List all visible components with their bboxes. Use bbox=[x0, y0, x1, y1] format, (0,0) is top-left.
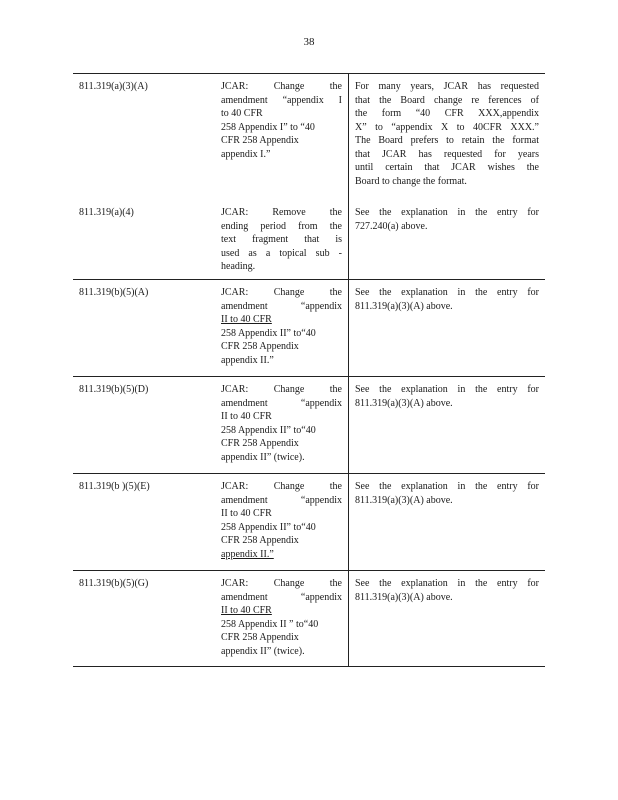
section-cell: 811.319(b)(5)(D) bbox=[79, 384, 149, 395]
text-line: appendix II.” bbox=[221, 548, 274, 560]
text-line: amendment “appendix bbox=[221, 300, 342, 312]
text-line: appendix I.” bbox=[221, 148, 271, 160]
explanation-cell bbox=[348, 74, 545, 200]
action-cell bbox=[215, 474, 348, 570]
action-cell bbox=[215, 74, 348, 200]
text-line: appendix II.” bbox=[221, 354, 274, 366]
text-line: text fragment that is bbox=[221, 234, 342, 245]
text-line: amendment “appendix bbox=[221, 591, 342, 603]
text-line: X” to “appendix X to 40CFR XXX.” bbox=[355, 121, 539, 133]
text-line: 727.240(a) above. bbox=[355, 220, 428, 232]
text-line: 811.319(a)(3)(A) above. bbox=[355, 494, 453, 506]
text-line: heading. bbox=[221, 261, 256, 272]
text-line: appendix II” (twice). bbox=[221, 645, 305, 657]
section-cell: 811.319(a)(3)(A) bbox=[79, 81, 148, 92]
action-cell bbox=[215, 571, 348, 666]
text-line: See the explanation in the entry for bbox=[355, 578, 539, 589]
page-number: 38 bbox=[303, 36, 315, 48]
table-row bbox=[73, 280, 545, 377]
text-line: CFR 258 Appendix bbox=[221, 438, 299, 449]
text-line: JCAR: Remove the bbox=[221, 207, 342, 218]
section-cell: 811.319(b)(5)(A) bbox=[79, 287, 149, 298]
text-line: 811.319(a)(3)(A) above. bbox=[355, 397, 453, 409]
text-line: appendix II” (twice). bbox=[221, 451, 305, 463]
text-line: CFR 258 Appendix bbox=[221, 135, 299, 146]
action-cell bbox=[215, 377, 348, 473]
text-line: See the explanation in the entry for bbox=[355, 384, 539, 395]
text-line: 258 Appendix II” to“40 bbox=[221, 327, 316, 339]
text-line: 811.319(a)(3)(A) above. bbox=[355, 591, 453, 603]
text-line: See the explanation in the entry for bbox=[355, 481, 539, 492]
text-line: amendment “appendix bbox=[221, 397, 342, 409]
text-line: II to 40 CFR bbox=[221, 411, 272, 422]
text-line: amendment “appendix I bbox=[221, 94, 342, 106]
text-line: CFR 258 Appendix bbox=[221, 341, 299, 352]
explanation-cell bbox=[348, 200, 545, 279]
text-line: For many years, JCAR has requested bbox=[355, 81, 539, 92]
text-line: II to 40 CFR bbox=[221, 508, 272, 519]
text-line: Board to change the format. bbox=[355, 175, 467, 187]
text-line: used as a topical sub - bbox=[221, 247, 342, 259]
text-line: to 40 CFR bbox=[221, 108, 263, 119]
text-line: 258 Appendix I” to “40 bbox=[221, 121, 315, 133]
table-row bbox=[73, 571, 545, 667]
table-row bbox=[73, 377, 545, 474]
text-line: that the Board change re ferences of bbox=[355, 94, 539, 106]
explanation-cell bbox=[348, 571, 545, 666]
text-line: JCAR: Change the bbox=[221, 81, 342, 92]
table-row bbox=[73, 200, 545, 280]
text-line: 258 Appendix II ” to“40 bbox=[221, 618, 319, 630]
text-line: See the explanation in the entry for bbox=[355, 207, 539, 218]
explanation-cell bbox=[348, 474, 545, 570]
text-line: CFR 258 Appendix bbox=[221, 535, 299, 546]
explanation-cell bbox=[348, 377, 545, 473]
section-cell: 811.319(b)(5)(G) bbox=[79, 578, 149, 589]
section-cell: 811.319(b )(5)(E) bbox=[79, 481, 150, 492]
text-line: JCAR: Change the bbox=[221, 578, 342, 589]
text-line: that JCAR has requested for years bbox=[355, 148, 539, 160]
text-line: CFR 258 Appendix bbox=[221, 632, 299, 643]
text-line: JCAR: Change the bbox=[221, 287, 342, 298]
text-line: 811.319(a)(3)(A) above. bbox=[355, 300, 453, 312]
text-line: See the explanation in the entry for bbox=[355, 287, 539, 298]
text-line: ending period from the bbox=[221, 220, 342, 232]
text-line: until certain that JCAR wishes the bbox=[355, 162, 539, 173]
text-line: the form “40 CFR XXX,appendix bbox=[355, 108, 539, 119]
text-line: II to 40 CFR bbox=[221, 605, 272, 616]
table-row bbox=[73, 73, 545, 200]
text-line: amendment “appendix bbox=[221, 494, 342, 506]
text-line: 258 Appendix II” to“40 bbox=[221, 521, 316, 533]
action-cell bbox=[215, 200, 348, 279]
text-line: JCAR: Change the bbox=[221, 384, 342, 395]
text-line: JCAR: Change the bbox=[221, 481, 342, 492]
text-line: The Board prefers to retain the format bbox=[355, 135, 539, 146]
explanation-cell bbox=[348, 280, 545, 376]
text-line: II to 40 CFR bbox=[221, 314, 272, 325]
section-cell: 811.319(a)(4) bbox=[79, 207, 134, 218]
table-row bbox=[73, 474, 545, 571]
action-cell bbox=[215, 280, 348, 376]
text-line: 258 Appendix II” to“40 bbox=[221, 424, 316, 436]
jcar-table bbox=[73, 73, 545, 667]
